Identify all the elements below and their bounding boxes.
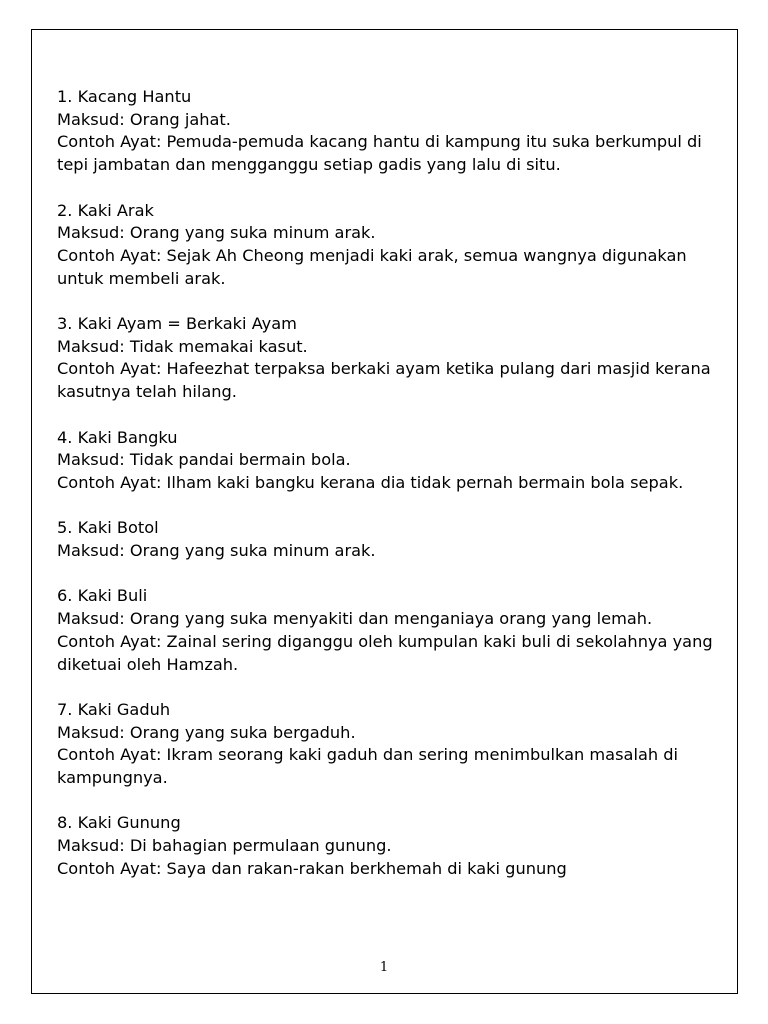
entry-maksud: Maksud: Di bahagian permulaan gunung. — [57, 836, 392, 856]
entry-3 — [57, 313, 727, 404]
entry-maksud: Maksud: Orang yang suka minum arak. — [57, 541, 376, 560]
entry-heading: 3. Kaki Ayam = Berkaki Ayam — [57, 314, 297, 333]
entry-contoh: Contoh Ayat: Ikram seorang kaki gaduh dan sering menimbulkan masalah di kampungnya. — [57, 745, 679, 787]
entry-heading: 7. Kaki Gaduh — [57, 699, 171, 719]
entry-1 — [57, 86, 727, 177]
entry-heading: 8. Kaki Gunung — [57, 813, 181, 833]
entry-heading: 6. Kaki Buli — [57, 586, 148, 606]
entry-8 — [57, 812, 727, 880]
entry-heading: 2. Kaki Arak — [57, 200, 154, 220]
entry-heading: 1. Kacang Hantu — [57, 87, 192, 106]
entry-5 — [57, 517, 727, 562]
entry-contoh: Contoh Ayat: Pemuda-pemuda kacang hantu di kampung itu suka berkumpul di tepi jambatan dan mengganggu setiap gadis yang lalu di situ. — [57, 132, 702, 175]
entry-contoh: Contoh Ayat: Hafeezhat terpaksa berkaki ayam ketika pulang dari masjid kerana kasutnya telah hilang. — [57, 359, 711, 402]
document-body — [57, 86, 727, 903]
entry-maksud: Maksud: Tidak pandai bermain bola. — [57, 450, 351, 470]
entry-contoh: Contoh Ayat: Saya dan rakan-rakan berkhemah di kaki gunung — [57, 858, 567, 878]
entry-maksud: Maksud: Tidak memakai kasut. — [57, 336, 308, 356]
entry-2 — [57, 200, 727, 291]
entry-contoh: Contoh Ayat: Zainal sering diganggu oleh kumpulan kaki buli di sekolahnya yang diketuai oleh Hamzah. — [57, 631, 713, 674]
entry-maksud: Maksud: Orang yang suka menyakiti dan menganiaya orang yang lemah. — [57, 609, 653, 629]
entry-4 — [57, 427, 727, 495]
entry-heading: 4. Kaki Bangku — [57, 427, 178, 447]
entry-maksud: Maksud: Orang yang suka minum arak. — [57, 223, 376, 243]
entry-6 — [57, 585, 727, 676]
entry-7 — [57, 699, 727, 790]
page-number: 1 — [379, 960, 389, 975]
entry-contoh: Contoh Ayat: Sejak Ah Cheong menjadi kaki arak, semua wangnya digunakan untuk membeli arak. — [57, 245, 687, 288]
entry-contoh: Contoh Ayat: Ilham kaki bangku kerana dia tidak pernah bermain bola sepak. — [57, 472, 684, 492]
entry-maksud: Maksud: Orang yang suka bergaduh. — [57, 722, 356, 742]
entry-maksud: Maksud: Orang jahat. — [57, 109, 231, 129]
entry-heading: 5. Kaki Botol — [57, 518, 159, 538]
